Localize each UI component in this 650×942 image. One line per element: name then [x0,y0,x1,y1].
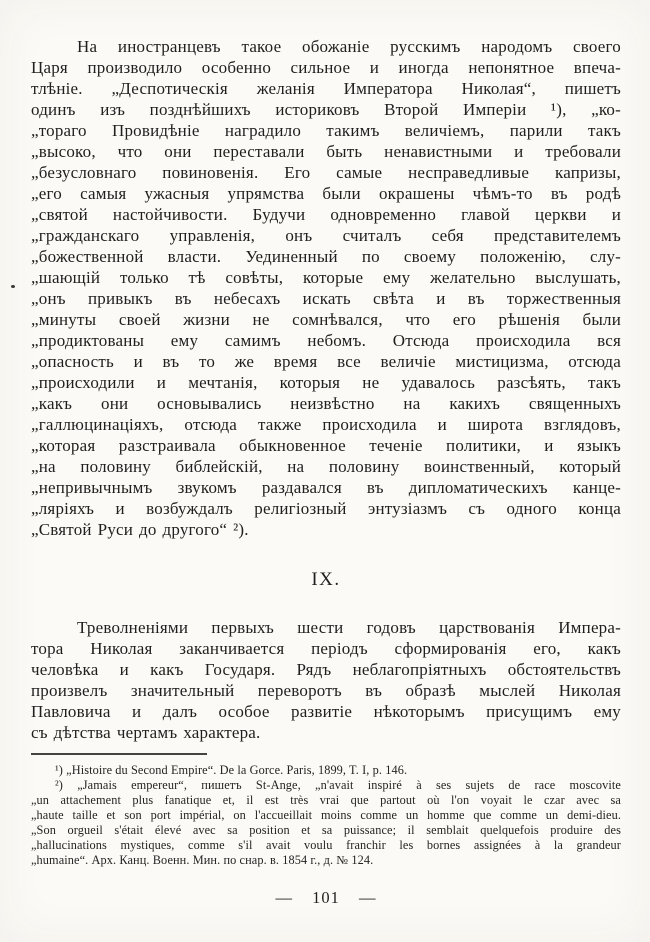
paragraph-1-line-12: „шающій только тѣ совѣты, которые ему желательно выслушать, [31,268,621,287]
footnotes [31,763,621,868]
paragraph-1-line-8: „его самыя ужасныя упрямства были окрашены чѣмъ-то въ родѣ [31,184,621,203]
footnote-2 [31,778,621,868]
margin-speck [11,285,15,288]
paragraph-1-line-21: „на половину библейскій, на половину воинственный, который [31,457,621,476]
paragraph-1-line-17: „происходили и мечтанія, которыя не удавалось разсѣять, такъ [31,373,621,392]
footnote-2-line-4: „Son orgueil s'était élevé avec sa position et sa puissance; il semblait quelquefois produire des [31,823,621,837]
footnote-2-line-3: „haute taille et son port impérial, on l'accueillait moins comme un homme que comme un demi-dieu. [31,808,621,822]
paragraph-1-line-22: „непривычнымъ звукомъ раздавался въ дипломатическихъ канце- [31,478,621,497]
paragraph-1-line-5: „тораго Провидѣніе наградило такимъ величіемъ, парили такъ [31,121,621,140]
paragraph-1-line-1: На иностранцевъ такое обожаніе русскимъ народомъ своего [77,37,621,56]
paragraph-2-line-4: произвелъ значительный переворотъ въ образѣ мыслей Николая [31,681,621,700]
paragraph-1-line-19: „галлюцинаціяхъ, отсюда также происходила и широта взглядовъ, [31,415,621,434]
paragraph-2 [31,617,621,743]
page-number: — 101 — [275,888,377,907]
paragraph-1-line-9: „святой настойчивости. Будучи одновременно главой церкви и [31,205,621,224]
footnote-1-line-1: ¹) „Histoire du Second Empire“. De la Gorce. Paris, 1899, T. I, p. 146. [55,763,408,777]
footnote-2-line-6: „humaine“. Арх. Канц. Военн. Мин. по снар. в. 1854 г., д. № 124. [31,853,374,867]
paragraph-2-line-3: человѣка и какъ Государя. Рядъ неблагопріятныхъ обстоятельствъ [31,660,621,679]
paragraph-1-line-18: „какъ они основывались неизвѣстно на какихъ священныхъ [31,394,621,413]
footnote-2-line-1: ²) „Jamais empereur“, пишетъ St-Ange, „n'avait inspiré à ses sujets de race moscovite [55,778,621,792]
paragraph-1-line-16: „опасность и въ то же время все величіе мистицизма, отсюда [31,352,621,371]
paragraph-1-line-4: одинъ изъ позднѣйшихъ историковъ Второй Имперіи ¹), „ко- [31,100,621,119]
paragraph-1-line-7: „безусловнаго повиновенія. Его самые несправедливые капризы, [31,163,621,182]
paragraph-1 [31,36,621,540]
paragraph-2-line-6: съ дѣтства чертамъ характера. [31,723,261,742]
paragraph-2-line-1: Треволненіями первыхъ шести годовъ царствованія Импера- [77,618,621,637]
paragraph-1-line-23: „ляріяхъ и возбуждалъ религіозный энтузіазмъ съ одного конца [31,499,621,518]
paragraph-1-line-13: „онъ привыкъ въ небесахъ искать свѣта и въ торжественныя [31,289,621,308]
paragraph-1-line-24: „Святой Руси до другого“ ²). [31,520,249,539]
paragraph-1-line-3: тлѣніе. „Деспотическія желанія Императора Николая“, пишетъ [31,79,621,98]
paragraph-2-line-2: тора Николая заканчивается періодъ сформированія его, какъ [31,639,621,658]
section-header: IX. [311,569,341,590]
paragraph-1-line-20: „которая разстраивала обыкновенное теченіе политики, и языкъ [31,436,621,455]
footnote-divider [31,753,207,755]
paragraph-1-line-11: „божественной власти. Уединенный по своему положенію, слу- [31,247,621,266]
footnote-1 [31,763,621,778]
paragraph-2-line-5: Павловича и далъ особое развитіе нѣкоторымъ присущимъ ему [31,702,621,721]
footnote-2-line-2: „un attachement plus fanatique et, il est très vrai que partout où l'on voyait le czar avec sa [31,793,621,807]
paragraph-1-line-6: „высоко, что они переставали быть ненавистными и требовали [31,142,621,161]
footnote-2-line-5: „hallucinations mystiques, comme s'il avait voulu franchir les bornes assignées à la grandeur [31,838,621,852]
paragraph-1-line-10: „гражданскаго управленія, онъ считалъ себя представителемъ [31,226,621,245]
paragraph-1-line-15: „продиктованы ему самимъ небомъ. Отсюда происходила вся [31,331,621,350]
paragraph-1-line-14: „минуты своей жизни не сомнѣвался, что его рѣшенія были [31,310,621,329]
paragraph-1-line-2: Царя производило особенно сильное и иногда непонятное впеча- [31,58,621,77]
